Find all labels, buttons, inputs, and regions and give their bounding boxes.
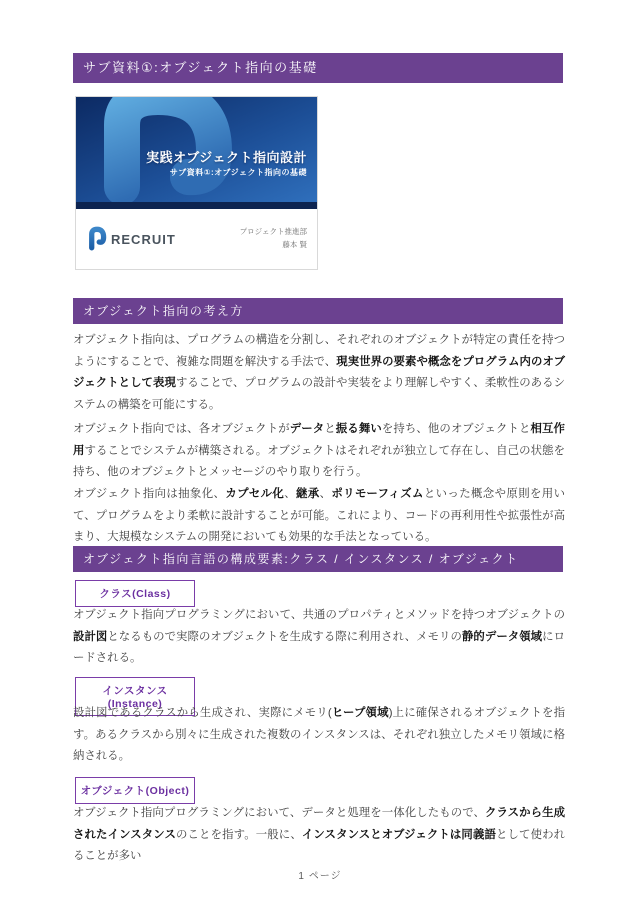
cover-slide-subtitle: サブ資料①:オブジェクト指向の基礎 bbox=[169, 168, 307, 177]
label-box-object: オブジェクト(Object) bbox=[75, 777, 195, 804]
cover-slide-image bbox=[75, 96, 318, 270]
paragraph-instance: 設計図であるクラスから生成され、実際にメモリ(ヒープ領域)上に確保されるオブジェクトを指す。あるクラスから別々に生成された複数のインスタンスは、それぞれ独立したメモリ領域に格納される。 bbox=[73, 707, 565, 762]
label-box-instance: インスタンス(Instance) bbox=[75, 677, 195, 716]
recruit-logo-mark-icon bbox=[86, 226, 108, 252]
cover-author: 藤本 賢 bbox=[282, 240, 307, 249]
section-heading-oo-elements: オブジェクト指向言語の構成要素:クラス / インスタンス / オブジェクト bbox=[73, 546, 563, 572]
recruit-logo-text: RECRUIT bbox=[111, 231, 176, 247]
paragraph-object: オブジェクト指向プログラミングにおいて、データと処理を一体化したもので、クラスから生成されたインスタンスのことを指す。一般に、インスタンスとオブジェクトは同義語として使われることが多い bbox=[73, 807, 565, 862]
cover-department: プロジェクト推進部 bbox=[239, 227, 307, 237]
cover-slide-header bbox=[76, 97, 317, 202]
recruit-logo bbox=[86, 226, 176, 252]
paragraph-oo-data-behavior: オブジェクト指向では、各オブジェクトがデータと振る舞いを持ち、他のオブジェクトと相互作用することでシステムが構築される。オブジェクトはそれぞれが独立して存在し、自己の状態を持ち、他のオブジェクトとメッセージのやり取りを行う。 bbox=[73, 423, 565, 478]
section-heading-oo-thinking: オブジェクト指向の考え方 bbox=[73, 298, 563, 324]
paragraph-oo-principles: オブジェクト指向は抽象化、カプセル化、継承、ポリモーフィズムといった概念や原則を用いて、プログラムをより柔軟に設計することが可能。これにより、コードの再利用性や拡張性が高まり、大規模なシステムの開発においても効果的な手法となっている。 bbox=[73, 488, 565, 543]
document-title-bar: サブ資料①:オブジェクト指向の基礎 bbox=[73, 53, 563, 83]
cover-slide-band bbox=[76, 202, 317, 209]
cover-credits bbox=[240, 226, 307, 252]
paragraph-class: オブジェクト指向プログラミングにおいて、共通のプロパティとメソッドを持つオブジェクトの設計図となるもので実際のオブジェクトを生成する際に利用され、メモリの静的データ領域にロードされる。 bbox=[73, 609, 565, 664]
cover-slide-title: 実践オブジェクト指向設計 bbox=[146, 150, 307, 165]
label-box-class: クラス(Class) bbox=[75, 580, 195, 607]
page-number-footer: 1 ページ bbox=[298, 871, 342, 882]
cover-slide-footer bbox=[76, 209, 317, 269]
paragraph-oo-overview: オブジェクト指向は、プログラムの構造を分割し、それぞれのオブジェクトが特定の責任を持つようにすることで、複雑な問題を解決する手法で、現実世界の要素や概念をプログラム内のオブジェクトとして表現することで、プログラムの設計や実装をより理解しやすく、柔軟性のあるシステムの構築を可能にする。 bbox=[73, 334, 565, 411]
